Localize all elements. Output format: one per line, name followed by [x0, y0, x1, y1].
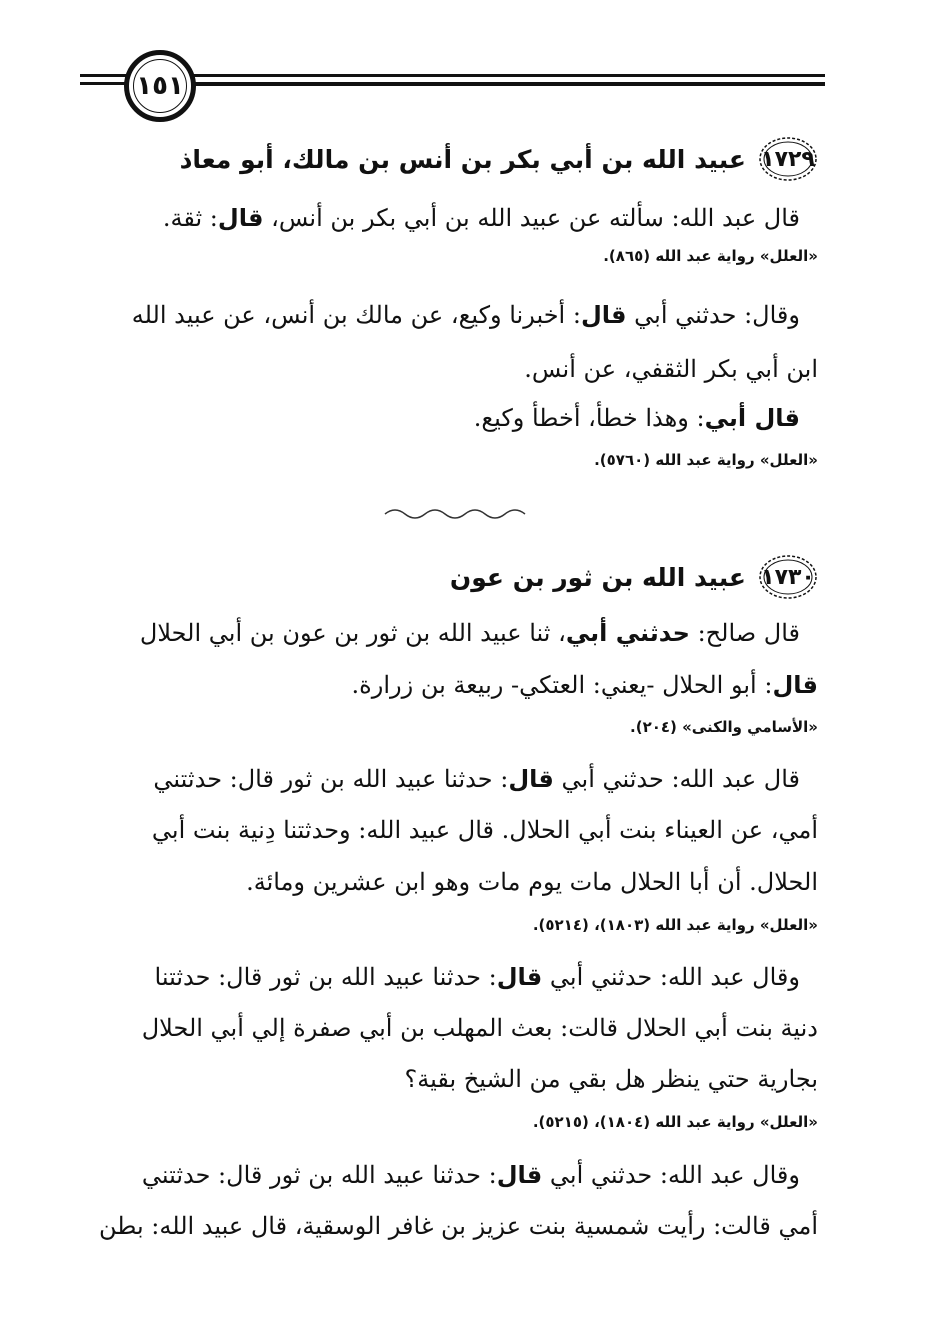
source-citation: «الأسامي والكنى» (٢٠٤).: [630, 718, 818, 736]
text-line: دنية بنت أبي الحلال قالت: بعث المهلب بن أبي صفرة إلي أبي الحلال: [141, 1014, 818, 1042]
page-number: ١٥١: [136, 71, 184, 101]
text-line: ابن أبي بكر الثقفي، عن أنس.: [524, 355, 818, 383]
page-header: [80, 44, 825, 134]
source-citation: «العلل» رواية عبد الله (١٨٠٤)، (٥٢١٥).: [532, 1113, 818, 1131]
text-line: قال صالح: حدثني أبي، ثنا عبيد الله بن ثور بن عون بن أبي الحلال: [139, 619, 800, 647]
header-rule-left-bottom: [80, 82, 128, 85]
text-line: وقال عبد الله: حدثني أبي قال: حدثنا عبيد الله بن ثور قال: حدثتني: [141, 1161, 800, 1189]
entry-number: ١٧٢٩: [761, 146, 815, 172]
text-line: الحلال. أن أبا الحلال مات يوم مات وهو ابن عشرين ومائة.: [246, 868, 818, 896]
text-line: قال عبد الله: سألته عن عبيد الله بن أبي بكر بن أنس، قال: ثقة.: [162, 204, 800, 232]
entry-number-badge: [758, 554, 818, 600]
source-citation: «العلل» رواية عبد الله (١٨٠٣)، (٥٢١٤).: [532, 916, 818, 934]
divider-ornament-icon: [380, 504, 530, 524]
entry-heading: [180, 136, 818, 182]
header-rule-right-top: [192, 74, 825, 77]
page-number-circle: [124, 50, 196, 122]
entry-number: ١٧٣٠: [761, 564, 815, 590]
source-citation: «العلل» رواية عبد الله (٨٦٥).: [603, 247, 818, 265]
text-line: قال عبد الله: حدثني أبي قال: حدثنا عبيد الله بن ثور قال: حدثتني: [153, 765, 800, 793]
header-rule-left-top: [80, 74, 128, 77]
text-line: أمي قالت: رأيت شمسية بنت عزيز بن غافر الوسقية، قال عبيد الله: بطن: [99, 1212, 818, 1240]
entry-title: عبيد الله بن ثور بن عون: [449, 562, 746, 592]
text-line: وقال عبد الله: حدثني أبي قال: حدثنا عبيد الله بن ثور قال: حدثتنا: [154, 963, 800, 991]
entry-title: عبيد الله بن أبي بكر بن أنس بن مالك، أبو معاذ: [179, 144, 746, 174]
header-rule-right-bottom: [192, 82, 825, 86]
text-line: قال: أبو الحلال -يعني: العتكي- ربيعة بن زرارة.: [351, 671, 818, 699]
text-line: أمي، عن العيناء بنت أبي الحلال. قال عبيد الله: وحدثتنا دِنية بنت أبي: [151, 816, 818, 844]
text-line: وقال: حدثني أبي قال: أخبرنا وكيع، عن مالك بن أنس، عن عبيد الله: [131, 301, 800, 329]
text-line: بجارية حتي ينظر هل بقي من الشيخ بقية؟: [404, 1065, 818, 1093]
entry-heading: [450, 554, 818, 600]
source-citation: «العلل» رواية عبد الله (٥٧٦٠).: [594, 451, 818, 469]
text-line: قال أبي: وهذا خطأ، أخطأ وكيع.: [473, 404, 800, 432]
entry-number-badge: [758, 136, 818, 182]
